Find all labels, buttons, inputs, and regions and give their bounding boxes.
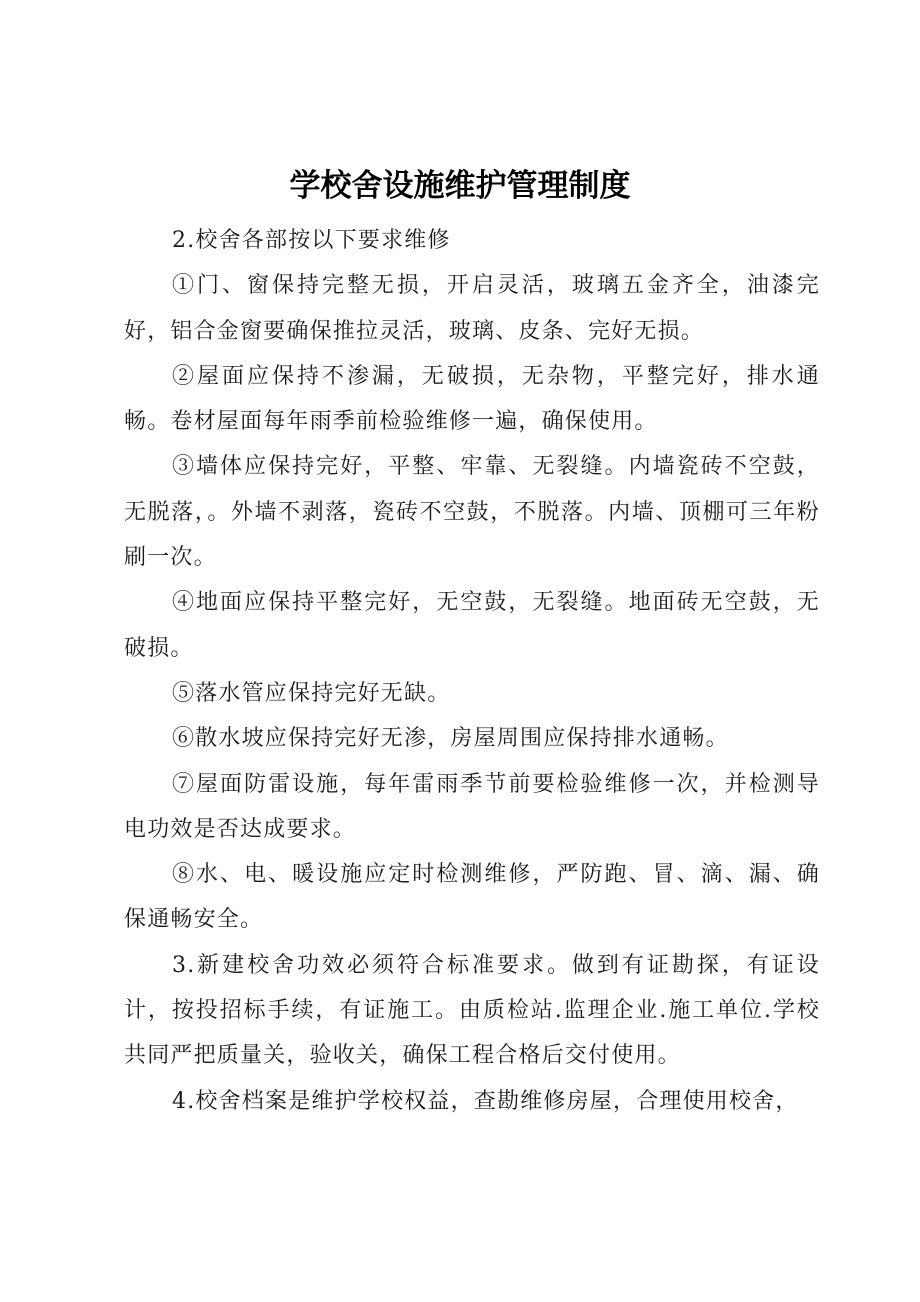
paragraph-repair-requirements-heading: 2.校舍各部按以下要求维修 bbox=[172, 228, 451, 253]
paragraph-doors-windows: ①门、窗保持完整无损，开启灵活，玻璃五金齐全，油漆完好，铝合金窗要确保推拉灵活，玻璃、皮条、完好无损。 bbox=[124, 273, 820, 344]
paragraph-lightning-protection: ⑦屋面防雷设施，每年雷雨季节前要检验维修一次，并检测导电功效是否达成要求。 bbox=[124, 771, 820, 842]
paragraph-downpipes: ⑤落水管应保持完好无缺。 bbox=[172, 680, 451, 706]
paragraph-walls: ③墙体应保持完好，平整、牢靠、无裂缝。内墙瓷砖不空鼓，无脱落，。外墙不剥落，瓷砖不空鼓，不脱落。内墙、顶棚可三年粉刷一次。 bbox=[124, 454, 820, 571]
paragraph-floors: ④地面应保持平整完好，无空鼓，无裂缝。地面砖无空鼓，无破损。 bbox=[124, 590, 820, 661]
document-body bbox=[124, 218, 820, 1124]
paragraph-drainage-apron: ⑥散水坡应保持完好无渗，房屋周围应保持排水通畅。 bbox=[172, 726, 729, 752]
paragraph-building-archives: 4.校舍档案是维护学校权益，查勘维修房屋，合理使用校舍， bbox=[172, 1088, 799, 1114]
paragraph-new-construction: 3.新建校舍功效必须符合标准要求。做到有证勘探，有证设计，按投招标手续，有证施工。由质检站.监理企业.施工单位.学校共同严把质量关，验收关，确保工程合格后交付使用。 bbox=[124, 952, 820, 1069]
document-title: 学校舍设施维护管理制度 bbox=[289, 168, 631, 204]
paragraph-roof: ②屋面应保持不渗漏，无破损，无杂物，平整完好，排水通畅。卷材屋面每年雨季前检验维修一遍，确保使用。 bbox=[124, 363, 820, 435]
paragraph-utilities: ⑧水、电、暖设施应定时检测维修，严防跑、冒、滴、漏、确保通畅安全。 bbox=[124, 862, 820, 933]
